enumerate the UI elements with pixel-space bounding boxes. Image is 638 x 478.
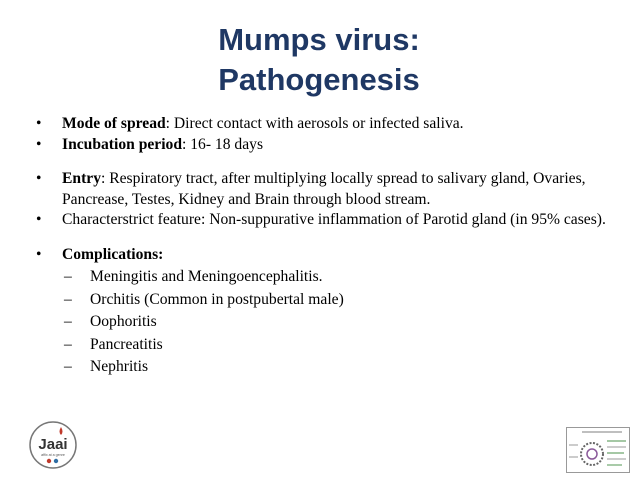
complication-text: Oophoritis [90, 313, 157, 330]
bullet-mark: • [36, 135, 42, 153]
bullet-incubation-period [36, 135, 606, 156]
bullet-mode-of-spread [36, 114, 606, 135]
complication-item [36, 267, 606, 288]
virus-diagram-thumbnail [566, 427, 630, 473]
dash-mark: – [64, 358, 72, 375]
bullet-entry [36, 169, 606, 210]
bullet-text: Characterstrict feature: Non-suppurative inflammation of Parotid gland (in 95% cases). [62, 211, 606, 228]
bullet-complications [36, 245, 606, 266]
bullet-term: Mode of spread [62, 115, 166, 132]
bullet-text: : Respiratory tract, after multiplying locally spread to salivary gland, Ovaries, Pancrease, Testes, Kidney and Brain through blood stream. [62, 170, 586, 208]
bullet-text: : 16- 18 days [182, 135, 264, 153]
title-line-1: Mumps virus: [218, 22, 420, 57]
dash-mark: – [64, 290, 72, 308]
logo-tagline: affix at a genre [41, 453, 65, 457]
slide-title [0, 20, 638, 100]
title-line-2: Pathogenesis [218, 62, 420, 97]
logo-dot-icon [47, 459, 51, 463]
complication-item [36, 312, 606, 333]
jaai-logo [28, 420, 78, 470]
bullet-mark: • [36, 211, 42, 228]
bullet-term: Complications: [62, 245, 164, 263]
bullet-term: Incubation period [62, 135, 183, 153]
complication-text: Nephritis [90, 358, 149, 375]
logo-text: Jaai [38, 436, 68, 453]
logo-dot-icon [54, 459, 58, 463]
bullet-mark: • [36, 170, 42, 187]
bullet-characteristic-feature [36, 210, 606, 231]
bullet-term: Entry [62, 170, 101, 187]
complication-text: Meningitis and Meningoencephalitis. [90, 268, 323, 285]
complication-item [36, 357, 606, 378]
complication-item [36, 335, 606, 356]
slide-body [36, 114, 606, 378]
bullet-mark: • [36, 115, 42, 132]
complication-text: Orchitis (Common in postpubertal male) [90, 290, 344, 308]
dash-mark: – [64, 335, 72, 353]
bullet-text: : Direct contact with aerosols or infected saliva. [165, 115, 464, 132]
complication-text: Pancreatitis [90, 335, 163, 353]
dash-mark: – [64, 268, 72, 285]
dash-mark: – [64, 313, 72, 330]
bullet-mark: • [36, 245, 42, 263]
complication-item [36, 290, 606, 311]
